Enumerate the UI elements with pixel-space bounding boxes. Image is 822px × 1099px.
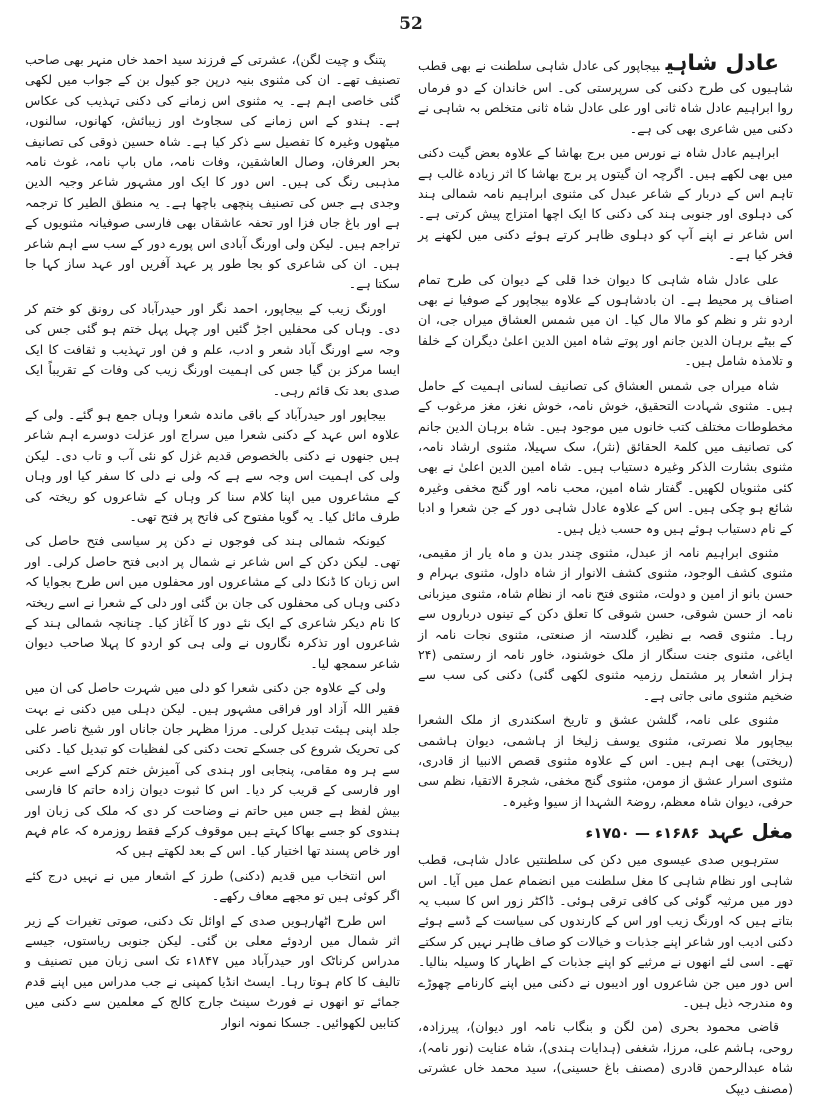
- right-paragraph-2: ابراہیم عادل شاہ نے نورس میں برج بھاشا کے علاوہ بعض گیت دکنی میں بھی لکھے ہیں۔ اگرچہ ان گیتوں پر برج بھاشا کا اثر زیادہ غالب ہے تاہم اس کے دربار کے شاعر عبدل کی مثنوی ابراہیم نامہ شمالی ہند کی دہلوی اور جنوبی ہند کی دکنی کا ایک اچھا امتزاج پیش کرتی ہے۔ اس شاعر نے اپنے آپ کو دہلوی ظاہر کرتے ہوئے دکنی میں لکھنے پر فخر کیا ہے۔: [418, 145, 793, 263]
- right-paragraph-8: قاضی محمود بحری (من لگن و بنگاب نامہ اور دیوان)، پیرزادہ، روحی، ہاشم علی، مرزا، شغفی (ہدایات ہندی)، شاہ عنایت (نور نامہ)، شاہ عبدالرحمن قادری (مصنف باغ حسینی)، سید محمد خاں عشرتی (مصنف دیپک: [418, 1019, 793, 1096]
- left-paragraph-5: ولی کے علاوہ جن دکنی شعرا کو دلی میں شہرت حاصل کی ان میں فقیر اللہ آزاد اور فراقی مشہور ہیں۔ لیکن دہلی میں دکنی نے بہت جلد اپنی ہیئت تبدیل کرلی۔ مرزا مظہر جان جاناں اور شیخ ناصر علی کی تحریک شروع کی جسکے تحت دکنی کی لفظیات کو تبدیل کیا۔ دکنی سے ہر وہ مقامی، پنجابی اور ہندی کی آمیزش ختم کرکے اسے عربی اور فارسی کے قریب کر دیا۔ اس کا ثبوت دیوان زادہ حاتم کا فارسی بیش لفظ ہے جس میں حاتم نے وضاحت کر دی کہ ملک کی زبان اور ہندوی کو جسے بھاکا کہتے ہیں موقوف کرکے فقط روزمرہ کہ عام فہم اور خاص پسند تھا اختیار کیا۔ اس کے بعد لکھتے ہیں کہ: [25, 680, 400, 859]
- section-years: ۱۶۸۶ء — ۱۷۵۰ء: [585, 824, 700, 843]
- right-paragraph-6: مثنوی علی نامہ، گلشن عشق و تاریخ اسکندری از ملک الشعرا بیجاپور ملا نصرتی، مثنوی یوسف زلیخا از ہاشمی، دیوان ہاشمی (ریختی) بھی اہم ہیں۔ اس کے علاوہ مثنوی قصص الانبیا از قادری، مثنوی اسرار عشق از مومن، مثنوی گنج مخفی، شجرۃ الاتقیا، نظم سی حرفی، دیوان شاہ معظم، روضۃ الشہدا از سیوا وغیرہ۔: [418, 712, 793, 809]
- right-column: [418, 50, 793, 1096]
- left-paragraph-2: اورنگ زیب کے بیجاپور، احمد نگر اور حیدرآباد کی رونق کو ختم کر دی۔ وہاں کی محفلیں اجڑ گئیں اور چہل پہل ختم ہو گئی جس کی وجہ سے اورنگ آباد شعر و ادب، علم و فن اور تہذیب و ثقافت کا ایک ایسا مرکز بن گیا جس کی اہمیت اورنگ زیب کی وفات کے تقریباً ایک صدی بعد تک قائم رہی۔: [25, 300, 400, 398]
- left-quote: اس انتخاب میں قدیم (دکنی) طرز کے اشعار میں نے نہیں درج کئے اگر کوئی ہیں تو مجھے معاف رکھے۔: [25, 867, 400, 904]
- left-paragraph-4: کیونکہ شمالی ہند کی فوجوں نے دکن پر سیاسی فتح حاصل کی تھی۔ لیکن دکن کے اس شاعر نے شمال پر ادبی فتح حاصل کرلی۔ اور اس زبان کا ڈنکا دلی کے مشاعروں اور محفلوں میں اس طرح بجوایا کہ دکنی وہاں کی محفلوں کی جان بن گئی اور دلی کے شعرا نے اسے ریختہ کا نام دیکر شاعری کے ایک نئے دور کا آغاز کیا۔ چنانچہ شمالی ہند کے شاعروں اور تذکرہ نگاروں نے ولی ہی کو اردو کا پہلا صاحب دیوان شاعر سمجھ لیا۔: [25, 533, 400, 671]
- section-heading-mughal: مغل عہد۱۶۸۶ء — ۱۷۵۰ء: [585, 819, 793, 844]
- right-paragraph-3: علی عادل شاہ شاہی کا دیوان خدا قلی کے دیوان کی طرح تمام اصناف پر محیط ہے۔ ان بادشاہوں کے علاوہ بیجاپور کے صوفیا نے بھی اردو نثر و نظم کو مالا مال کیا۔ ان میں شمس العشاق میراں جی، ان کے بیٹے برہان الدین جانم اور پوتے شاہ امین الدین اعلیٰ دیگران کے خلفا و تلامذہ شامل ہیں۔: [418, 271, 793, 369]
- left-column: [25, 50, 400, 1060]
- page-number: 52: [399, 14, 423, 34]
- left-paragraph-3: بیجاپور اور حیدرآباد کے باقی ماندہ شعرا وہاں جمع ہو گئے۔ ولی کے علاوہ اس عہد کے دکنی شعرا میں سراج اور عزلت دوسرے اہم شاعر ہیں جنھوں نے دکنی بالخصوص قدیم غزل کو نئی آب و تاب دی۔ لیکن ولی کی اہمیت اس وجہ سے ہے کہ ولی نے دلی کا سفر کیا اور وہاں کے مشاعروں میں اپنا کلام سنا کر وہاں کے شاعروں کو ریختہ کی طرف مائل کیا۔ یہ گویا مفتوح کی فاتح پر فتح تھی۔: [25, 406, 400, 524]
- left-paragraph-6: اس طرح اٹھارہویں صدی کے اوائل تک دکنی، صوتی تغیرات کے زیر اثر شمال میں اردوئے معلی بن گئی۔ لیکن جنوبی ریاستوں، جیسے مدراس کرناٹک اور حیدرآباد میں ۱۸۴۷ء تک اسی زبان میں تصنیف و تالیف کا کام ہوتا رہا۔ ایسٹ انڈیا کمپنی نے جب مدراس میں اپنے قدم جمائے تو انھوں نے فورٹ سینٹ جارج کالج کے معلمین سے دکنی میں کتابیں لکھوائیں۔ جسکا نمونہ انوار: [25, 912, 400, 1030]
- right-paragraph-1: عادل شاہیبیجاپور کی عادل شاہی سلطنت نے بھی قطب شاہیوں کی طرح دکنی کی سرپرستی کی۔ اس خاندان کے دو فرماں روا ابراہیم عادل شاہ ثانی اور علی عادل شاہ ثانی متخلص بہ شاہی نے دکنی میں شاعری بھی کی ہے۔: [418, 51, 793, 136]
- right-paragraph-7: سترہویں صدی عیسوی میں دکن کی سلطنتیں عادل شاہی، قطب شاہی اور نظام شاہی کا مغل سلطنت میں انضمام عمل میں آیا۔ اس دور میں مرثیہ گوئی کی کافی ترقی ہوئی۔ ڈاکٹر زور اس کا سبب یہ بتاتے ہیں کہ اورنگ زیب اور اس کے کارندوں کی سیاست کے ڈسے ہوئے دکنی ادیب اور شاعر اپنے جذبات و خیالات کو صاف ظاہر نہیں کر سکتے تھے۔ اسی لئے انھوں نے مرثیے کو اپنے جذبات کے اظہار کا وسیلہ بنالیا۔ اس دور میں جن شاعروں اور ادیبوں نے دکنی میں اپنے کارنامے چھوڑے وہ مندرجہ ذیل ہیں۔: [418, 852, 793, 1011]
- section-heading-adil-shahi: عادل شاہی: [665, 51, 779, 76]
- left-paragraph-1: پتنگ و چیت لگن)، عشرتی کے فرزند سید احمد خاں منہر بھی صاحب تصنیف تھے۔ ان کی مثنوی بنیہ درپن جو کیول بن کے جواب میں لکھی گئی خاصی اہم ہے۔ یہ مثنوی اس زمانے کی دکنی تہذیب کی عکاس ہے۔ ہندو کے اس زمانے کی سجاوٹ اور زیبائش، کھانوں، سالنوں، میٹھوں وغیرہ کا تفصیل سے ذکر کیا ہے۔ شاہ حسین ذوقی کی تصانیف بحر العرفان، وصال العاشقین، وفات نامہ، ماں باپ نامہ، غوث نامہ مذہبی رنگ کی ہیں۔ اس دور کا ایک اور مشہور شاعر وجیہ الدین وجدی ہے جس کی تصنیف پنچھی باچھا ہے۔ یہ منطق الطیر کا ترجمہ ہے اور باغ جاں فزا اور تحفہ عاشقاں بھی فارسی صوفیانہ مثنویوں کے تراجم ہیں۔ لیکن ولی اورنگ آبادی اس پورے دور کے سب سے اہم شاعر ہیں۔ ان کی شاعری کو بجا طور پر عہد آفریں اور عہد ساز کہا جا سکتا ہے۔: [25, 52, 400, 292]
- right-paragraph-4: شاہ میراں جی شمس العشاق کی تصانیف لسانی اہمیت کے حامل ہیں۔ مثنوی شہادت التحقیق، خوش نامہ، خوش نغز، مغز مرغوب کے مخطوطات مختلف کتب خانوں میں موجود ہیں۔ شاہ برہان الدین جانم کی تصانیف میں کلمۃ الحقائق (نثر)، سک سہیلا، مثنوی ارشاد نامہ، مثنوی بشارت الذکر وغیرہ دستیاب ہیں۔ شاہ امین الدین اعلیٰ نے بھی کئی مثنویاں لکھیں۔ گفتار شاہ امین، محب نامہ اور گنج مخفی وغیرہ شائع ہو چکی ہیں۔ اس کے علاوہ عادل شاہی دور کے جن شعرا و ادبا کے نام دستیاب ہوئے ہیں وہ حسب ذیل ہیں۔: [418, 377, 793, 536]
- right-paragraph-5: مثنوی ابراہیم نامہ از عبدل، مثنوی چندر بدن و ماہ یار از مقیمی، مثنوی کشف الوجود، مثنوی کشف الانوار از شاہ داول، مثنوی بہرام و حسن بانو از امین و دولت، مثنوی فتح نامہ از نظام شاہ، مثنوی میزبانی نامہ از حسن شوقی، حسن شوقی کا تعلق دکن کے تینوں درباروں سے رہا۔ مثنوی قصہ بے نظیر، گلدستہ از صنعتی، مثنوی نجات نامہ از ایاغی، مثنوی جنت سنگار از ملک خوشنود، خاور نامہ از رستمی (۲۴ ہزار اشعار پر مشتمل رزمیہ مثنوی لکھی گئی) دکنی کی سب سے ضخیم مثنوی مانی جاتی ہے۔: [418, 544, 793, 703]
